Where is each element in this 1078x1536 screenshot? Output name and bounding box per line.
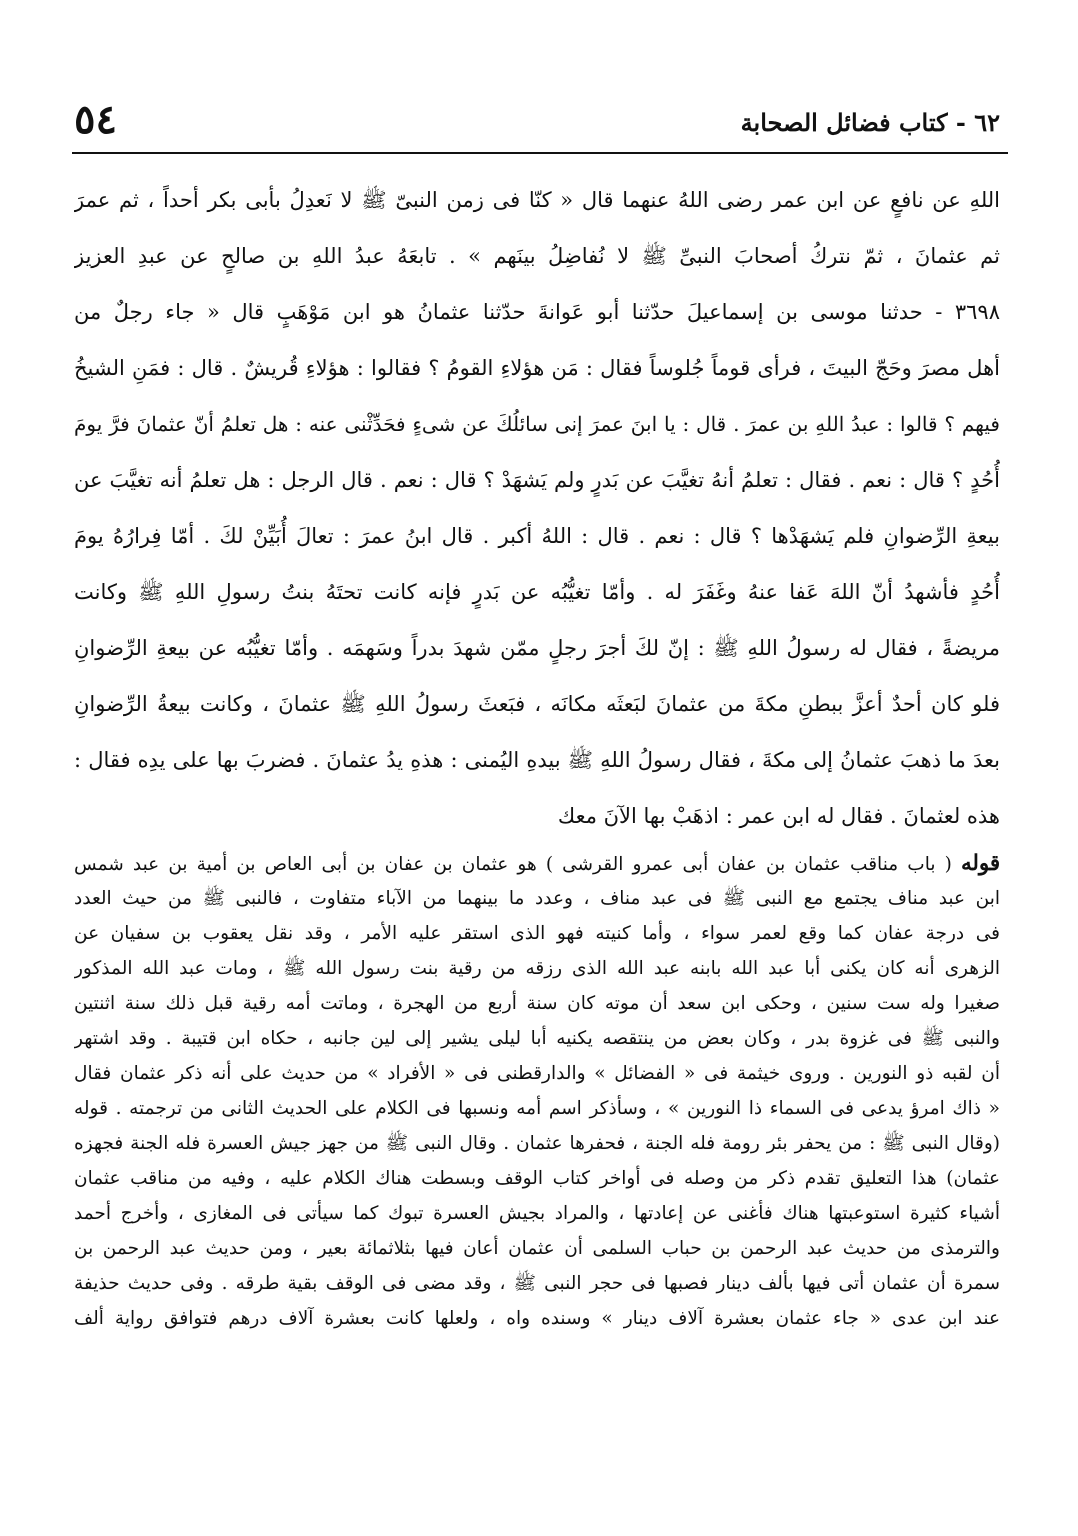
hadith-line: أُحُدٍ فأشهدُ أنّ اللهَ عَفا عنهُ وغَفَرَ له . وأمّا تغيُّبُه عن بَدرٍ فإنه كانت تحتَهُ بنتُ رسولِ اللهِ ﷺ وكانت <box>74 580 1000 604</box>
commentary-line: الزهرى أنه كان يكنى أبا عبد الله بابنه عبد الله الذى رزقه من رقية بنت رسول الله ﷺ ، ومات عبد الله المذكور <box>74 958 1000 979</box>
commentary-line: أشياء كثيرة استوعبتها هناك فأغنى عن إعادتها ، والمراد بجيش العسرة تبوك كما سيأتى فى المغازى ، وأخرج أحمد <box>74 1203 1000 1224</box>
hadith-text-block <box>74 172 1000 844</box>
commentary-line: فى درجة عفان كما وقع لعمر سواء ، وأما كنيته فهو الذى استقر عليه الأمر ، وقد نقل يعقوب بن سفيان عن <box>74 923 1000 944</box>
commentary-line: والترمذى من حديث عبد الرحمن بن حباب السلمى أن عثمان أعان فيها بثلاثمائة بعير ، ومن حديث عبد الرحمن بن <box>74 1238 1000 1259</box>
commentary-line-text: ( باب مناقب عثمان بن عفان أبى عمرو القرشى ) هو عثمان بن عفان بن أبى العاص بن أمية بن عبد شمس <box>74 854 952 875</box>
hadith-line: ٣٦٩٨ - حدثنا موسى بن إسماعيلَ حدّثنا أبو عَوانةَ حدّثنا عثمانُ هو ابن مَوْهَبٍ قال « جاء رجلٌ من <box>74 300 1000 324</box>
commentary-text-block <box>74 846 1000 1336</box>
page-header <box>72 92 1008 154</box>
hadith-line: مريضةً ، فقال له رسولُ اللهِ ﷺ : إنّ لكَ أجرَ رجلٍ ممّن شهدَ بدراً وسَهمَه . وأمّا تغيُّبُه عن بيعةِ الرِّضوانِ <box>74 636 1000 660</box>
hadith-line: هذه لعثمانَ . فقال له ابن عمر : اذهَبْ بها الآنَ معك <box>557 804 1000 828</box>
hadith-line: أهل مصرَ وحَجّ البيتَ ، فرأى قوماً جُلوساً فقال : مَن هؤلاءِ القومُ ؟ فقالوا : هؤلاءِ قُريشٌ . قال : فمَنِ الشيخُ <box>74 356 1000 380</box>
commentary-line: عند ابن عدى « جاء عثمان بعشرة آلاف دينار » وسنده واه ، ولعلها كانت بعشرة آلاف درهم فتوافق رواية ألف <box>74 1308 1000 1329</box>
commentary-line: أن لقبه ذو النورين . وروى خيثمة فى « الفضائل » والدارقطنى فى « الأفراد » من حديث على أنه ذكر عثمان فقال <box>74 1063 1000 1084</box>
running-title: ٦٢ - كتاب فضائل الصحابة <box>740 108 1000 137</box>
commentary-line: والنبى ﷺ فى غزوة بدر ، وكان بعض من ينتقصه يكنيه أبا ليلى يشير إلى لين جانبه ، حكاه ابن قتيبة . وقد اشتهر <box>74 1028 1000 1049</box>
hadith-line: بيعةِ الرِّضوانِ فلم يَشهَدْها ؟ قال : نعم . قال : اللهُ أكبر . قال ابنُ عمرَ : تعالَ أُبَيِّنْ لكَ . أمّا فِرارُهُ يومَ <box>74 524 1000 548</box>
hadith-line: بعدَ ما ذهبَ عثمانُ إلى مكةَ ، فقال رسولُ اللهِ ﷺ بيدهِ اليُمنى : هذهِ يدُ عثمانَ . فضربَ بها على يدِه فقال : <box>74 748 1000 772</box>
hadith-line: فيهم ؟ قالوا : عبدُ اللهِ بن عمرَ . قال : يا ابنَ عمرَ إنى سائلُكَ عن شىءٍ فحَدِّثْنى عنه : هل تعلمُ أنّ عثمانَ فرَّ يومَ <box>74 412 1000 436</box>
commentary-lead-word: قوله <box>960 851 1000 876</box>
hadith-line: ثم عثمانَ ، ثمّ نتركُ أصحابَ النبىِّ ﷺ لا نُفاضِلُ بينَهم » . تابعَهُ عبدُ اللهِ بن صالحٍ عن عبدِ العزيز <box>74 244 1000 268</box>
commentary-line: « ذاك امرؤ يدعى فى السماء ذا النورين » ، وسأذكر اسم أمه ونسبها فى الكلام على الحديث الثانى من ترجمته . قوله <box>74 1098 1000 1119</box>
commentary-line: (وقال النبى ﷺ : من يحفر بئر رومة فله الجنة ، فحفرها عثمان . وقال النبى ﷺ من جهز جيش العسرة فله الجنة فجهزه <box>74 1133 1000 1154</box>
commentary-first-line <box>74 846 1000 881</box>
hadith-line: فلو كان أحدٌ أعزَّ ببطنِ مكةَ من عثمانَ لبَعثَه مكانَه ، فبَعثَ رسولُ اللهِ ﷺ عثمانَ ، وكانت بيعةُ الرِّضوانِ <box>74 692 1000 716</box>
commentary-line: سمرة أن عثمان أتى فيها بألف دينار فصبها فى حجر النبى ﷺ ، وقد مضى فى الوقف بقية طرقه . وفى حديث حذيفة <box>74 1273 1000 1294</box>
commentary-line: صغيرا وله ست سنين ، وحكى ابن سعد أن موته كان سنة أربع من الهجرة ، وماتت أمه رقية قبل ذلك سنة اثنتين <box>74 993 1000 1014</box>
commentary-line: عثمان) هذا التعليق تقدم ذكر من وصله فى أواخر كتاب الوقف وبسطت هناك الكلام عليه ، وفيه من مناقب عثمان <box>74 1168 1000 1189</box>
commentary-line: ابن عبد مناف يجتمع مع النبى ﷺ فى عبد مناف ، وعدد ما بينهما من الآباء متفاوت ، فالنبى ﷺ من حيث العدد <box>74 888 1000 909</box>
page-number: ٥٤ <box>74 96 117 143</box>
hadith-line: اللهِ عن نافعٍ عن ابن عمر رضى اللهُ عنهما قال « كنّا فى زمن النبىّ ﷺ لا نَعدِلُ بأبى بكر أحداً ، ثم عمرَ <box>74 188 1000 212</box>
hadith-line: أُحُدٍ ؟ قال : نعم . فقال : تعلمُ أنهُ تغيَّبَ عن بَدرٍ ولم يَشهَدْ ؟ قال : نعم . قال الرجل : هل تعلمُ أنه تغيَّبَ عن <box>74 468 1000 492</box>
